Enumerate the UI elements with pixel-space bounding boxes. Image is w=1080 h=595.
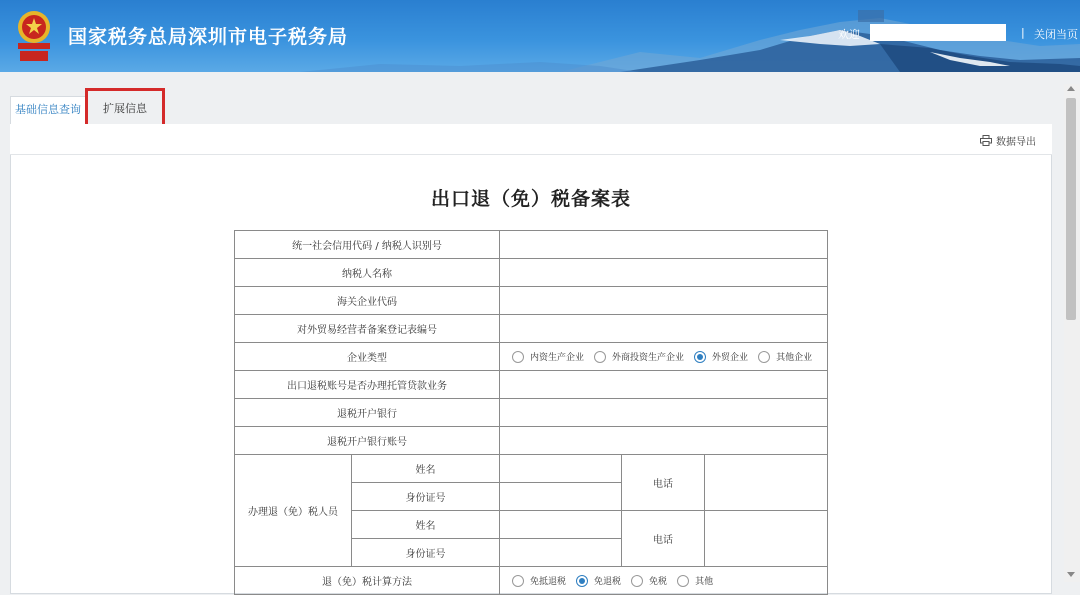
calc-method-options <box>500 567 828 595</box>
value-refund-bank-account <box>500 427 828 455</box>
radio-circle <box>631 575 643 587</box>
data-export-label: 数据导出 <box>996 137 1036 148</box>
value-refund-bank <box>500 399 828 427</box>
label-staff1-name: 姓名 <box>352 455 500 483</box>
value-staff1-phone <box>705 455 828 511</box>
radio-label: 免退税 <box>594 577 622 587</box>
value-staff1-name <box>500 455 622 483</box>
radio-circle <box>758 351 770 363</box>
label-enterprise-type: 企业类型 <box>235 343 500 371</box>
radio-domestic-production[interactable] <box>512 350 584 363</box>
radio-label: 免抵退税 <box>530 577 567 587</box>
label-refund-bank: 退税开户银行 <box>235 399 500 427</box>
scrollbar-thumb[interactable] <box>1066 98 1076 320</box>
radio-label: 外商投资生产企业 <box>612 353 685 363</box>
toolbar <box>10 124 1052 155</box>
radio-other-enterprise[interactable] <box>758 350 812 363</box>
value-uscc <box>500 231 828 259</box>
enterprise-type-options <box>500 343 828 371</box>
value-staff1-id <box>500 483 622 511</box>
radio-circle-checked <box>694 351 706 363</box>
printer-icon <box>980 135 992 146</box>
radio-other-method[interactable] <box>677 574 713 587</box>
welcome-text: 欢迎 <box>838 28 860 41</box>
label-calc-method: 退（免）税计算方法 <box>235 567 500 595</box>
table-row <box>235 371 828 399</box>
close-page-link[interactable]: 关闭当页 <box>1034 28 1078 41</box>
scroll-down-arrow-icon[interactable] <box>1067 572 1075 577</box>
table-row <box>235 455 828 483</box>
radio-circle <box>677 575 689 587</box>
label-staff1-id: 身份证号 <box>352 483 500 511</box>
radio-label: 其他 <box>695 577 714 587</box>
table-row <box>235 259 828 287</box>
username-redacted <box>870 24 1006 41</box>
value-customs-code <box>500 287 828 315</box>
label-staff2-phone: 电话 <box>622 511 705 567</box>
table-row <box>235 567 828 595</box>
radio-foreign-invested-production[interactable] <box>594 350 684 363</box>
label-taxpayer-name: 纳税人名称 <box>235 259 500 287</box>
radio-label: 内资生产企业 <box>530 353 585 363</box>
data-export-button[interactable] <box>980 133 1036 148</box>
radio-foreign-trade[interactable] <box>694 350 748 363</box>
value-staff2-name <box>500 511 622 539</box>
form-title: 出口退（免）税备案表 <box>430 188 631 210</box>
table-row <box>235 287 828 315</box>
tab-basic-info-query[interactable]: 基础信息查询 <box>10 96 86 124</box>
label-staff1-phone: 电话 <box>622 455 705 511</box>
header-banner <box>0 0 1080 72</box>
label-foreign-trade-reg: 对外贸易经营者备案登记表编号 <box>235 315 500 343</box>
label-refund-bank-account: 退税开户银行账号 <box>235 427 500 455</box>
table-row <box>235 343 828 371</box>
radio-circle <box>594 351 606 363</box>
label-refund-account-custody: 出口退税账号是否办理托管贷款业务 <box>235 371 500 399</box>
table-row <box>235 399 828 427</box>
table-row <box>235 315 828 343</box>
radio-circle <box>512 575 524 587</box>
filing-form-table <box>234 230 828 595</box>
header-separator: | <box>1021 26 1025 39</box>
tax-emblem-icon <box>12 7 56 63</box>
label-refund-staff: 办理退（免）税人员 <box>235 455 352 567</box>
value-refund-account-custody <box>500 371 828 399</box>
table-row <box>235 427 828 455</box>
value-taxpayer-name <box>500 259 828 287</box>
radio-label: 免税 <box>649 577 668 587</box>
radio-exempt-refund[interactable] <box>576 574 621 587</box>
label-staff2-name: 姓名 <box>352 511 500 539</box>
value-foreign-trade-reg <box>500 315 828 343</box>
radio-exempt[interactable] <box>631 574 667 587</box>
radio-label: 外贸企业 <box>712 353 749 363</box>
radio-circle-checked <box>576 575 588 587</box>
value-staff2-id <box>500 539 622 567</box>
radio-circle <box>512 351 524 363</box>
radio-label: 其他企业 <box>776 353 813 363</box>
label-uscc: 统一社会信用代码 / 纳税人识别号 <box>235 231 500 259</box>
value-staff2-phone <box>705 511 828 567</box>
site-title: 国家税务总局深圳市电子税务局 <box>68 26 349 48</box>
scroll-up-arrow-icon[interactable] <box>1067 86 1075 91</box>
label-staff2-id: 身份证号 <box>352 539 500 567</box>
table-row <box>235 231 828 259</box>
label-customs-code: 海关企业代码 <box>235 287 500 315</box>
tab-extended-info[interactable]: 扩展信息 <box>103 102 147 115</box>
radio-exempt-credit-refund[interactable] <box>512 574 566 587</box>
